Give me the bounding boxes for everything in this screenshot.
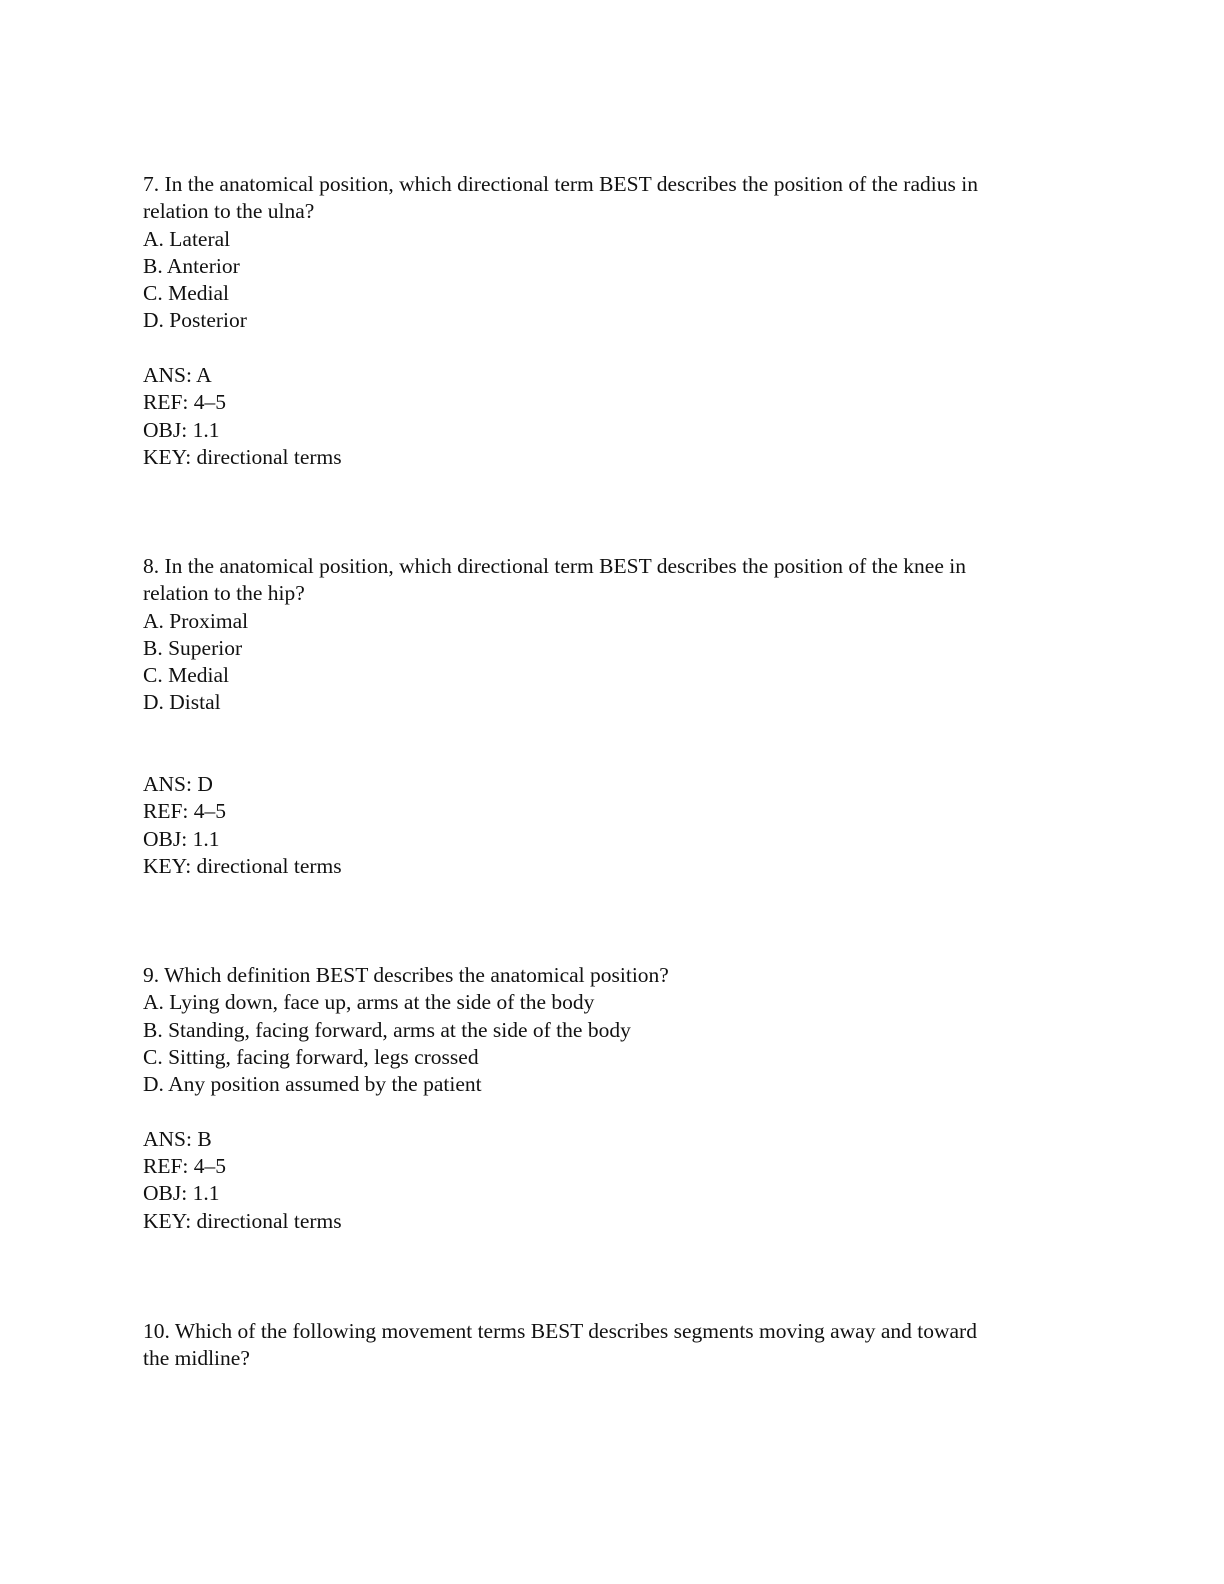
keywords: KEY: directional terms xyxy=(143,444,342,469)
question-stem-line: relation to the hip? xyxy=(143,581,305,606)
answer-key: ANS: A xyxy=(143,363,212,388)
answer-option-d: D. Distal xyxy=(143,690,221,715)
reference-pages: REF: 4–5 xyxy=(143,390,227,415)
question-9 xyxy=(143,962,1083,1235)
answer-option-a: A. Proximal xyxy=(143,608,249,633)
question-10 xyxy=(143,1318,1083,1373)
answer-option-c: C. Medial xyxy=(143,663,229,688)
answer-option-a: A. Lateral xyxy=(143,226,231,251)
answer-option-b: B. Superior xyxy=(143,635,243,660)
question-stem-line: 10. Which of the following movement terms BEST describes segments moving away and toward xyxy=(143,1319,977,1343)
answer-key: ANS: B xyxy=(143,1126,212,1151)
reference-pages: REF: 4–5 xyxy=(143,1154,227,1179)
question-stem-line: 9. Which definition BEST describes the anatomical position? xyxy=(143,963,669,987)
answer-option-d: D. Any position assumed by the patient xyxy=(143,1072,482,1097)
answer-key: ANS: D xyxy=(143,772,213,796)
objective: OBJ: 1.1 xyxy=(143,826,220,851)
question-stem-line: the midline? xyxy=(143,1346,250,1371)
question-7 xyxy=(143,171,1083,471)
answer-option-c: C. Medial xyxy=(143,281,229,306)
question-stem-line: relation to the ulna? xyxy=(143,199,315,224)
objective: OBJ: 1.1 xyxy=(143,417,220,442)
answer-option-d: D. Posterior xyxy=(143,308,247,333)
answer-option-c: C. Sitting, facing forward, legs crossed xyxy=(143,1044,479,1069)
answer-option-a: A. Lying down, face up, arms at the side of the body xyxy=(143,990,595,1015)
objective: OBJ: 1.1 xyxy=(143,1181,220,1206)
answer-option-b: B. Anterior xyxy=(143,253,240,278)
question-8 xyxy=(143,553,1083,717)
answer-option-b: B. Standing, facing forward, arms at the side of the body xyxy=(143,1017,631,1042)
question-stem-line: 7. In the anatomical position, which directional term BEST describes the position of the radius in xyxy=(143,172,978,196)
reference-pages: REF: 4–5 xyxy=(143,799,227,824)
question-8-answer-block xyxy=(143,771,1083,880)
keywords: KEY: directional terms xyxy=(143,853,342,878)
keywords: KEY: directional terms xyxy=(143,1208,342,1233)
question-stem-line: 8. In the anatomical position, which directional term BEST describes the position of the knee in xyxy=(143,554,966,578)
